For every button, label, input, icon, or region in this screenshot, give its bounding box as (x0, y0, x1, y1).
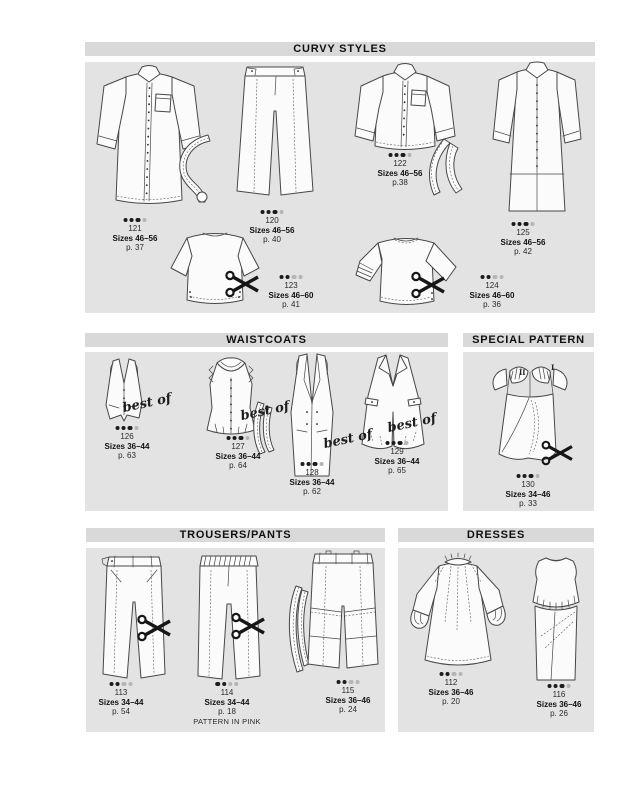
pattern-number: 116 (552, 690, 566, 699)
difficulty-dot-filled (313, 462, 317, 466)
difficulty-dot-filled (554, 684, 558, 688)
difficulty-dot-filled (523, 474, 527, 478)
pattern-number: 129 (390, 447, 404, 456)
pattern-info-123 (269, 273, 314, 310)
difficulty-dot-empty (234, 682, 238, 686)
pattern-number: 113 (114, 688, 128, 697)
pattern-info-121 (113, 216, 158, 253)
pattern-sizes: Sizes 46–60 (469, 290, 515, 300)
pattern-sizes: Sizes 36–46 (325, 695, 371, 705)
difficulty-dots (470, 273, 515, 281)
difficulty-dot-filled (512, 222, 516, 226)
difficulty-dot-filled (343, 680, 347, 684)
difficulty-dot-filled (401, 153, 405, 157)
pattern-info-130 (506, 472, 551, 509)
difficulty-dot-filled (286, 275, 290, 279)
pattern-page: p. 62 (303, 487, 321, 496)
difficulty-dot-filled (233, 436, 237, 440)
difficulty-dot-empty (122, 682, 126, 686)
pattern-info-112 (429, 670, 474, 707)
difficulty-dots (99, 680, 144, 688)
difficulty-dot-empty (566, 684, 570, 688)
scissors-icon (540, 440, 576, 466)
pattern-sizes: Sizes 36–44 (104, 441, 150, 451)
difficulty-dot-filled (136, 218, 140, 222)
difficulty-dot-filled (487, 275, 491, 279)
section-header-trousers-pants: TROUSERS/PANTS (86, 528, 385, 542)
difficulty-dots (326, 678, 371, 686)
pattern-number: 125 (516, 228, 530, 237)
difficulty-dot-empty (407, 153, 411, 157)
scissors-icon (230, 612, 268, 640)
pattern-sizes: Sizes 36–46 (536, 699, 582, 709)
difficulty-dot-filled (481, 275, 485, 279)
pattern-number: 128 (305, 468, 319, 477)
numeral-label: I (551, 363, 555, 372)
pattern-sizes: Sizes 46–56 (500, 237, 546, 247)
difficulty-dot-filled (128, 426, 132, 430)
difficulty-dot-empty (404, 441, 408, 445)
section-header-waistcoats: WAISTCOATS (85, 333, 448, 347)
pattern-number: 112 (444, 678, 458, 687)
garment-120-trousers-drawing (235, 63, 315, 205)
pattern-sizes: Sizes 46–56 (112, 233, 158, 243)
difficulty-dot-empty (245, 436, 249, 440)
pattern-sizes: Sizes 36–44 (374, 456, 420, 466)
difficulty-dot-empty (499, 275, 503, 279)
pattern-info-116 (537, 682, 582, 719)
difficulty-dot-filled (307, 462, 311, 466)
difficulty-dot-filled (239, 436, 243, 440)
pattern-page: p. 33 (519, 499, 537, 508)
difficulty-dots (429, 670, 474, 678)
difficulty-dot-empty (279, 210, 283, 214)
pattern-number: 120 (265, 216, 279, 225)
best-of-script: best of (239, 399, 291, 424)
difficulty-dot-filled (389, 153, 393, 157)
pattern-info-115 (326, 678, 371, 715)
difficulty-dots (290, 460, 335, 468)
difficulty-dot-empty (134, 426, 138, 430)
best-of-script: best of (386, 411, 438, 436)
difficulty-dot-filled (227, 436, 231, 440)
difficulty-dot-filled (216, 682, 220, 686)
difficulty-dots (105, 424, 150, 432)
difficulty-dot-filled (392, 441, 396, 445)
difficulty-dot-empty (452, 672, 456, 676)
pattern-info-125 (501, 220, 546, 257)
garment-112-dress-drawing (405, 552, 511, 672)
pattern-info-124 (470, 273, 515, 310)
best-of-script: best of (121, 391, 173, 416)
difficulty-dot-empty (530, 222, 534, 226)
difficulty-dot-empty (142, 218, 146, 222)
pattern-page: p. 36 (483, 300, 501, 309)
difficulty-dots (501, 220, 546, 228)
pattern-number: 122 (393, 159, 407, 168)
pattern-page: p. 37 (126, 243, 144, 252)
pattern-page: p.38 (392, 178, 408, 187)
pattern-number: 124 (485, 281, 499, 290)
difficulty-dot-filled (124, 218, 128, 222)
difficulty-dots (250, 208, 295, 216)
scissors-icon (136, 614, 174, 642)
pattern-page: p. 63 (118, 451, 136, 460)
pattern-page: p. 20 (442, 697, 460, 706)
difficulty-dot-filled (398, 441, 402, 445)
difficulty-dot-filled (548, 684, 552, 688)
pattern-page: p. 64 (229, 461, 247, 470)
pattern-page: p. 40 (263, 235, 281, 244)
difficulty-dot-filled (337, 680, 341, 684)
difficulty-dot-empty (319, 462, 323, 466)
difficulty-dot-filled (446, 672, 450, 676)
garment-115-wide-pants-drawing (306, 550, 380, 678)
garment-125-coat-drawing (486, 61, 588, 219)
scissors-icon (410, 271, 448, 299)
pattern-page: p. 18 (218, 707, 236, 716)
difficulty-dot-empty (493, 275, 497, 279)
pattern-sizes: Sizes 36–44 (289, 477, 335, 487)
pattern-info-128 (290, 460, 335, 497)
garment-116-dress-drawing (522, 552, 590, 684)
difficulty-dot-filled (116, 426, 120, 430)
difficulty-dot-filled (130, 218, 134, 222)
difficulty-dot-filled (560, 684, 564, 688)
pattern-number: 121 (128, 224, 142, 233)
pattern-sizes: Sizes 34–44 (98, 697, 144, 707)
pattern-info-129 (375, 439, 420, 476)
best-of-script: best of (322, 427, 374, 452)
difficulty-dots (506, 472, 551, 480)
numeral-label: II (519, 368, 526, 377)
difficulty-dot-filled (395, 153, 399, 157)
garment-122-scarf-drawing (420, 139, 466, 197)
difficulty-dot-filled (122, 426, 126, 430)
difficulty-dot-empty (228, 682, 232, 686)
scissors-icon (224, 270, 262, 298)
garment-121-belt-drawing (174, 133, 214, 205)
pattern-page: p. 41 (282, 300, 300, 309)
difficulty-dot-empty (298, 275, 302, 279)
difficulty-dot-filled (273, 210, 277, 214)
difficulty-dot-filled (518, 222, 522, 226)
pattern-sizes: Sizes 46–60 (268, 290, 314, 300)
difficulty-dot-filled (517, 474, 521, 478)
pattern-page: p. 65 (388, 466, 406, 475)
difficulty-dot-filled (440, 672, 444, 676)
difficulty-dot-empty (458, 672, 462, 676)
pattern-sizes: Sizes 46–56 (377, 168, 423, 178)
difficulty-dot-empty (292, 275, 296, 279)
pattern-info-127 (216, 434, 261, 471)
pattern-info-126 (105, 424, 150, 461)
pattern-sizes: Sizes 34–44 (204, 697, 250, 707)
difficulty-dots (537, 682, 582, 690)
difficulty-dots (216, 434, 261, 442)
difficulty-dots (375, 439, 420, 447)
difficulty-dot-filled (280, 275, 284, 279)
section-header-curvy-styles: CURVY STYLES (85, 42, 595, 56)
pattern-page: p. 26 (550, 709, 568, 718)
pattern-page: p. 24 (339, 705, 357, 714)
pattern-sizes: Sizes 46–56 (249, 225, 295, 235)
pattern-info-120 (250, 208, 295, 245)
pattern-sizes: Sizes 36–44 (215, 451, 261, 461)
pattern-info-113 (99, 680, 144, 717)
pattern-note: PATTERN IN PINK (193, 716, 261, 726)
difficulty-dot-filled (267, 210, 271, 214)
difficulty-dot-filled (529, 474, 533, 478)
pattern-page: p. 54 (112, 707, 130, 716)
pattern-info-114 (193, 680, 261, 726)
pattern-number: 115 (341, 686, 355, 695)
difficulty-dot-empty (355, 680, 359, 684)
pattern-number: 123 (284, 281, 298, 290)
difficulty-dots (113, 216, 158, 224)
pattern-sizes: Sizes 36–46 (428, 687, 474, 697)
pattern-page: p. 42 (514, 247, 532, 256)
difficulty-dot-empty (535, 474, 539, 478)
difficulty-dot-filled (301, 462, 305, 466)
section-header-special-pattern: SPECIAL PATTERN (463, 333, 594, 347)
pattern-number: 130 (521, 480, 535, 489)
difficulty-dot-filled (524, 222, 528, 226)
difficulty-dot-empty (128, 682, 132, 686)
pattern-number: 127 (231, 442, 245, 451)
difficulty-dot-filled (116, 682, 120, 686)
difficulty-dot-filled (386, 441, 390, 445)
pattern-number: 126 (120, 432, 134, 441)
section-header-dresses: DRESSES (398, 528, 594, 542)
difficulty-dot-filled (261, 210, 265, 214)
difficulty-dot-filled (110, 682, 114, 686)
difficulty-dots (193, 680, 261, 688)
difficulty-dots (269, 273, 314, 281)
difficulty-dots (378, 151, 423, 159)
pattern-number: 114 (220, 688, 234, 697)
difficulty-dot-empty (349, 680, 353, 684)
pattern-info-122 (378, 151, 423, 188)
difficulty-dot-filled (222, 682, 226, 686)
pattern-sizes: Sizes 34–46 (505, 489, 551, 499)
